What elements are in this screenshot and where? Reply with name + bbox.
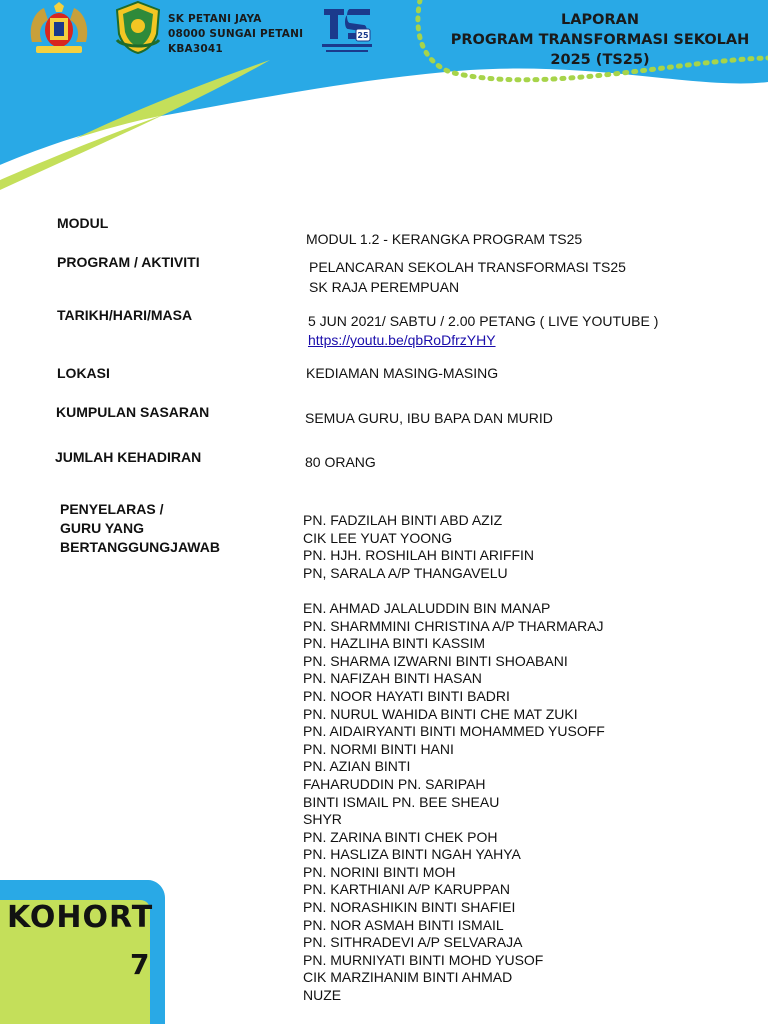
list-item: PN. HJH. ROSHILAH BINTI ARIFFIN	[303, 547, 535, 564]
program-value-2: SK RAJA PEREMPUAN	[309, 279, 460, 295]
school-name: SK PETANI JAYA	[168, 13, 262, 25]
list-item: PN. NURUL WAHIDA BINTI CHE MAT ZUKI	[303, 705, 578, 722]
list-item: PN. KARTHIANI A/P KARUPPAN	[303, 881, 510, 898]
list-item: PN. HASLIZA BINTI NGAH YAHYA	[303, 846, 521, 863]
tarikh-label: TARIKH/HARI/MASA	[57, 307, 193, 323]
penyelaras-label-2: GURU YANG	[60, 520, 145, 536]
list-item: NUZE	[303, 987, 342, 1004]
list-item: PN. NAFIZAH BINTI HASAN	[303, 670, 482, 687]
list-item: PN. AZIAN BINTI	[303, 758, 411, 775]
list-item: BINTI ISMAIL PN. BEE SHEAU	[303, 793, 500, 810]
report-title	[432, 10, 768, 70]
modul-label: MODUL	[57, 215, 109, 231]
list-item: PN. NOR ASMAH BINTI ISMAIL	[303, 916, 504, 933]
list-item: SHYR	[303, 811, 342, 828]
list-item: PN, SARALA A/P THANGAVELU	[303, 564, 508, 581]
list-item: PN. HAZLIHA BINTI KASSIM	[303, 635, 486, 652]
list-item: PN. NORINI BINTI MOH	[303, 863, 456, 880]
kohort-label: KOHORT	[7, 900, 154, 935]
program-value-1: PELANCARAN SEKOLAH TRANSFORMASI TS25	[309, 259, 626, 275]
kehadiran-label: JUMLAH KEHADIRAN	[55, 449, 202, 465]
sasaran-value: SEMUA GURU, IBU BAPA DAN MURID	[305, 410, 553, 426]
list-item: CIK LEE YUAT YOONG	[303, 529, 453, 546]
list-item: PN. ZARINA BINTI CHEK POH	[303, 828, 498, 845]
school-info	[168, 12, 303, 57]
kehadiran-value: 80 ORANG	[305, 454, 376, 470]
list-item: PN. SHARMMINI CHRISTINA A/P THARMARAJ	[303, 617, 604, 634]
program-label: PROGRAM / AKTIVITI	[57, 254, 200, 270]
school-code: KBA3041	[168, 43, 223, 55]
ts25-logo-number: 25	[357, 31, 369, 40]
school-address: 08000 SUNGAI PETANI	[168, 28, 304, 40]
lokasi-value: KEDIAMAN MASING-MASING	[306, 365, 499, 381]
list-spacer	[303, 582, 605, 600]
tarikh-link-wrapper	[308, 330, 496, 350]
list-item: PN. NORASHIKIN BINTI SHAFIEI	[303, 899, 516, 916]
report-title-line1: LAPORAN	[561, 12, 639, 28]
teacher-names-list	[303, 512, 605, 1005]
list-item: CIK MARZIHANIM BINTI AHMAD	[303, 969, 513, 986]
list-item: PN. FADZILAH BINTI ABD AZIZ	[303, 512, 503, 528]
report-title-line3: 2025 (TS25)	[550, 52, 650, 68]
list-item: PN. SHARMA IZWARNI BINTI SHOABANI	[303, 652, 568, 669]
list-item: PN. NORMI BINTI HANI	[303, 740, 454, 757]
list-item: PN. MURNIYATI BINTI MOHD YUSOF	[303, 951, 544, 968]
malaysia-coat-of-arms-logo	[24, 2, 94, 58]
penyelaras-label-3: BERTANGGUNGJAWAB	[60, 539, 220, 555]
kohort-number: 7	[130, 948, 150, 981]
list-item: FAHARUDDIN PN. SARIPAH	[303, 775, 486, 792]
lokasi-label: LOKASI	[57, 365, 110, 381]
ts25-logo	[318, 3, 376, 55]
youtube-link[interactable]: https://youtu.be/qbRoDfrzYHY	[308, 332, 496, 348]
list-item: PN. AIDAIRYANTI BINTI MOHAMMED YUSOFF	[303, 723, 605, 740]
sasaran-label: KUMPULAN SASARAN	[56, 404, 210, 420]
list-item: PN. NOOR HAYATI BINTI BADRI	[303, 687, 510, 704]
school-crest-logo	[113, 0, 163, 54]
report-title-line2: PROGRAM TRANSFORMASI SEKOLAH	[450, 32, 750, 48]
list-item: EN. AHMAD JALALUDDIN BIN MANAP	[303, 599, 551, 616]
penyelaras-label-1: PENYELARAS /	[60, 501, 164, 517]
tarikh-value: 5 JUN 2021/ SABTU / 2.00 PETANG ( LIVE YOUTUBE )	[308, 313, 659, 329]
list-item: PN. SITHRADEVI A/P SELVARAJA	[303, 934, 523, 951]
modul-value: MODUL 1.2 - KERANGKA PROGRAM TS25	[306, 231, 583, 247]
